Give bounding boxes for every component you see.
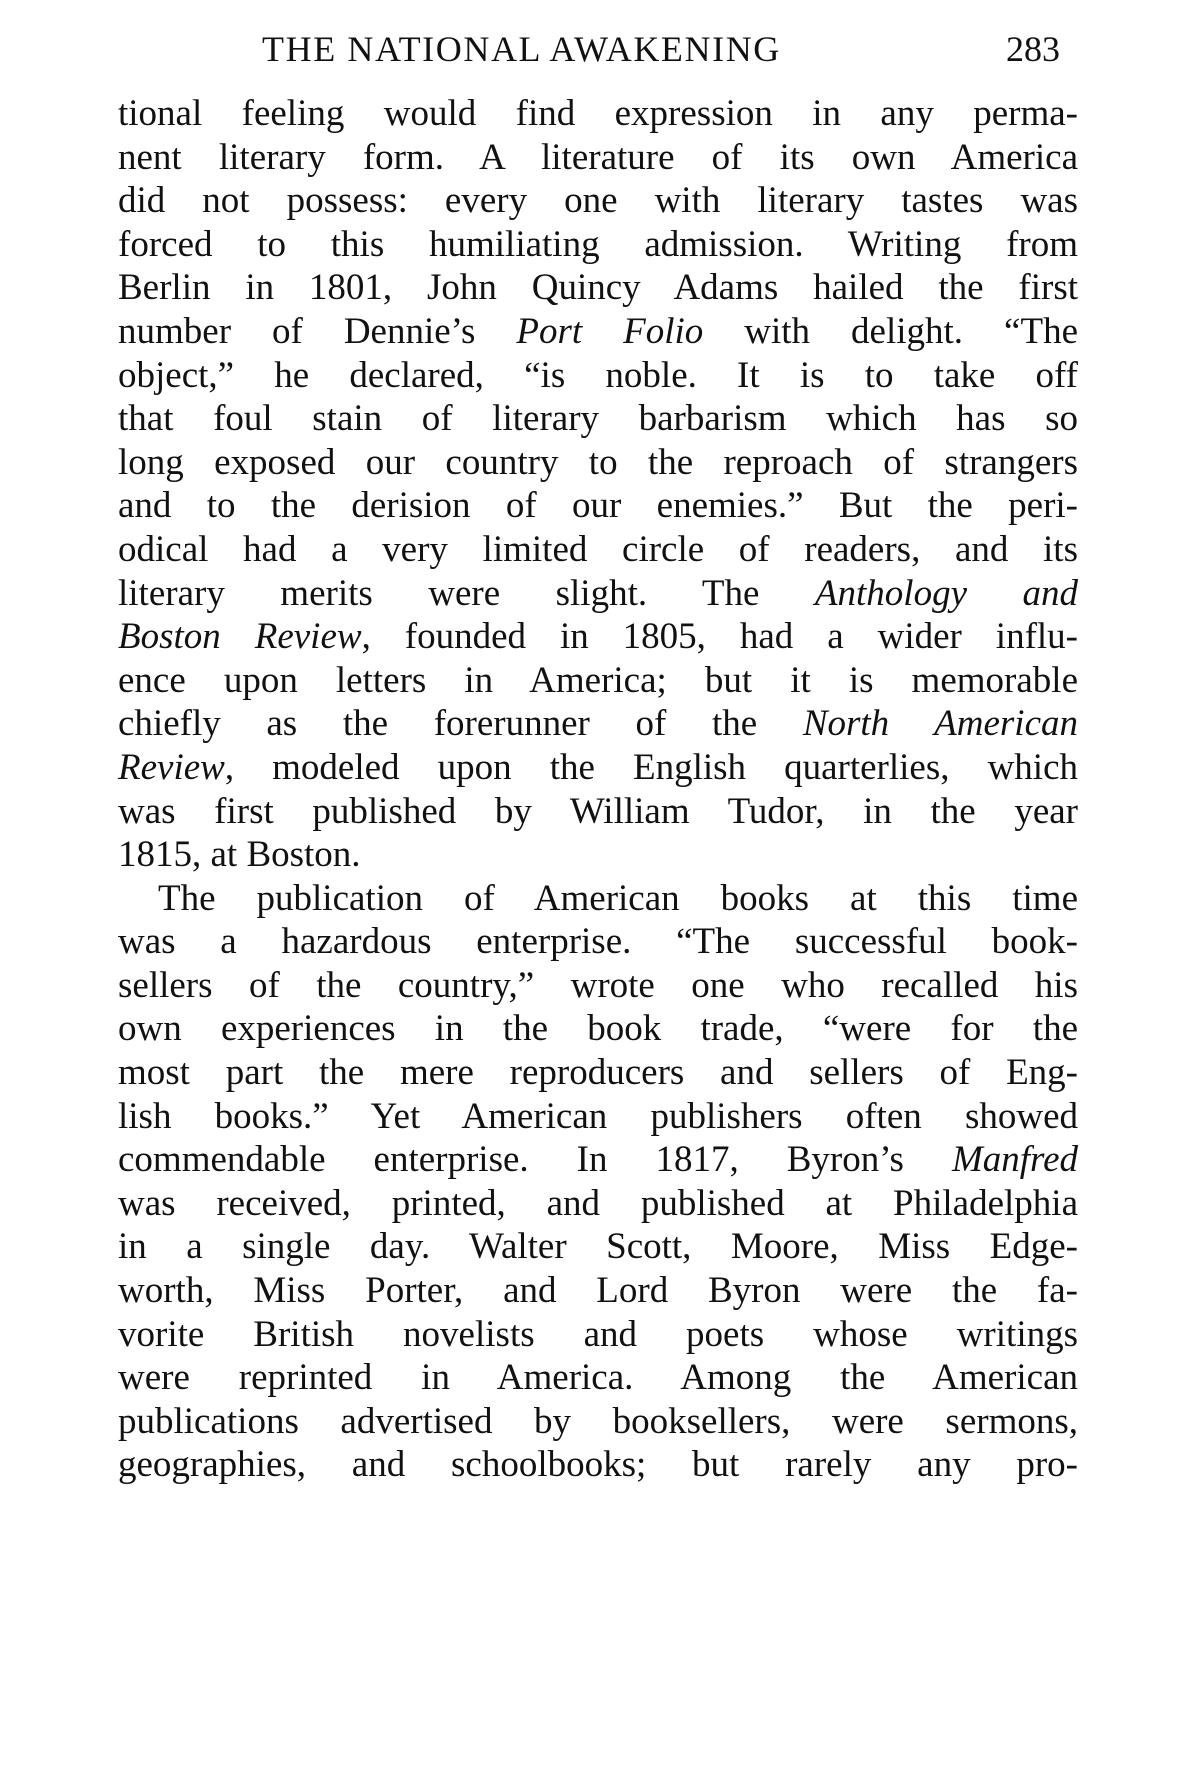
text-run: most part the mere reproducers and sellers of Eng-	[118, 1052, 1078, 1094]
text-run: and to the derision of our enemies.” But the peri-	[118, 485, 1078, 527]
text-run: long exposed our country to the reproach of strangers	[118, 441, 1078, 483]
running-title: THE NATIONAL AWAKENING	[262, 29, 781, 69]
text-line	[118, 266, 1078, 310]
text-line	[118, 877, 1078, 921]
text-run: literary merits were slight. The	[118, 572, 815, 614]
text-run: object,” he declared, “is noble. It is to take off	[118, 354, 1078, 396]
text-run: worth, Miss Porter, and Lord Byron were the fa-	[118, 1270, 1078, 1312]
text-run: own experiences in the book trade, “were for the	[118, 1008, 1078, 1050]
italic-title: Review	[118, 746, 225, 788]
text-run: was received, printed, and published at Philadelphia	[118, 1182, 1078, 1224]
text-run: with delight. “The	[703, 310, 1078, 352]
text-line	[118, 1095, 1078, 1139]
text-line	[118, 1443, 1078, 1487]
text-line	[118, 179, 1078, 223]
text-line	[118, 310, 1078, 354]
text-line	[118, 136, 1078, 180]
italic-title: Port Folio	[516, 310, 704, 352]
text-run: geographies, and schoolbooks; but rarely any pro-	[118, 1444, 1078, 1486]
text-run: did not possess: every one with literary tastes was	[118, 180, 1078, 222]
italic-title: Manfred	[951, 1139, 1078, 1181]
italic-title: Anthology and	[814, 572, 1078, 614]
page-number: 283	[1006, 29, 1060, 69]
text-line	[118, 354, 1078, 398]
text-line	[118, 964, 1078, 1008]
text-run: chiefly as the forerunner of the	[118, 703, 803, 745]
text-line	[118, 1356, 1078, 1400]
italic-title: North American	[802, 703, 1078, 745]
italic-title: Boston Review	[118, 616, 362, 658]
text-run: that foul stain of literary barbarism which has so	[118, 398, 1078, 440]
text-line	[118, 920, 1078, 964]
text-line	[118, 615, 1078, 659]
text-line	[118, 484, 1078, 528]
text-run: vorite British novelists and poets whose writings	[118, 1313, 1078, 1355]
text-line	[118, 1269, 1078, 1313]
text-run: ence upon letters in America; but it is memorable	[118, 659, 1078, 701]
text-line	[118, 833, 1078, 877]
text-line	[118, 702, 1078, 746]
text-line	[118, 659, 1078, 703]
text-run: commendable enterprise. In 1817, Byron’s	[118, 1139, 952, 1181]
text-line	[118, 1182, 1078, 1226]
text-line	[118, 441, 1078, 485]
text-line	[118, 528, 1078, 572]
text-line	[118, 1051, 1078, 1095]
text-line	[118, 92, 1078, 136]
text-run: were reprinted in America. Among the American	[118, 1357, 1078, 1399]
text-run: Berlin in 1801, John Quincy Adams hailed the first	[118, 267, 1078, 309]
text-line	[118, 1138, 1078, 1182]
text-run: odical had a very limited circle of readers, and its	[118, 528, 1078, 570]
text-run: 1815, at Boston.	[118, 834, 361, 876]
text-line	[118, 1225, 1078, 1269]
text-line	[118, 746, 1078, 790]
text-run: number of Dennie’s	[118, 310, 517, 352]
text-run: sellers of the country,” wrote one who recalled his	[118, 964, 1078, 1006]
text-run: , modeled upon the English quarterlies, which	[224, 746, 1078, 788]
text-line	[118, 1313, 1078, 1357]
text-run: was a hazardous enterprise. “The successful book-	[118, 921, 1078, 963]
text-run: forced to this humiliating admission. Writing from	[118, 223, 1078, 265]
text-line	[118, 397, 1078, 441]
text-line	[118, 1007, 1078, 1051]
running-head	[230, 28, 1060, 78]
text-line	[118, 790, 1078, 834]
text-run: lish books.” Yet American publishers often showed	[118, 1095, 1078, 1137]
text-run: tional feeling would find expression in any perma-	[118, 93, 1078, 134]
text-run: in a single day. Walter Scott, Moore, Miss Edge-	[118, 1226, 1078, 1268]
text-run: nent literary form. A literature of its own America	[118, 136, 1078, 178]
text-run: publications advertised by booksellers, were sermons,	[118, 1400, 1078, 1442]
text-line	[118, 572, 1078, 616]
body-text	[118, 92, 1078, 1487]
text-line	[118, 1400, 1078, 1444]
text-run: The publication of American books at this time	[158, 877, 1078, 919]
text-line	[118, 223, 1078, 267]
text-run: was first published by William Tudor, in the year	[118, 790, 1078, 832]
text-run: , founded in 1805, had a wider influ-	[361, 616, 1078, 658]
